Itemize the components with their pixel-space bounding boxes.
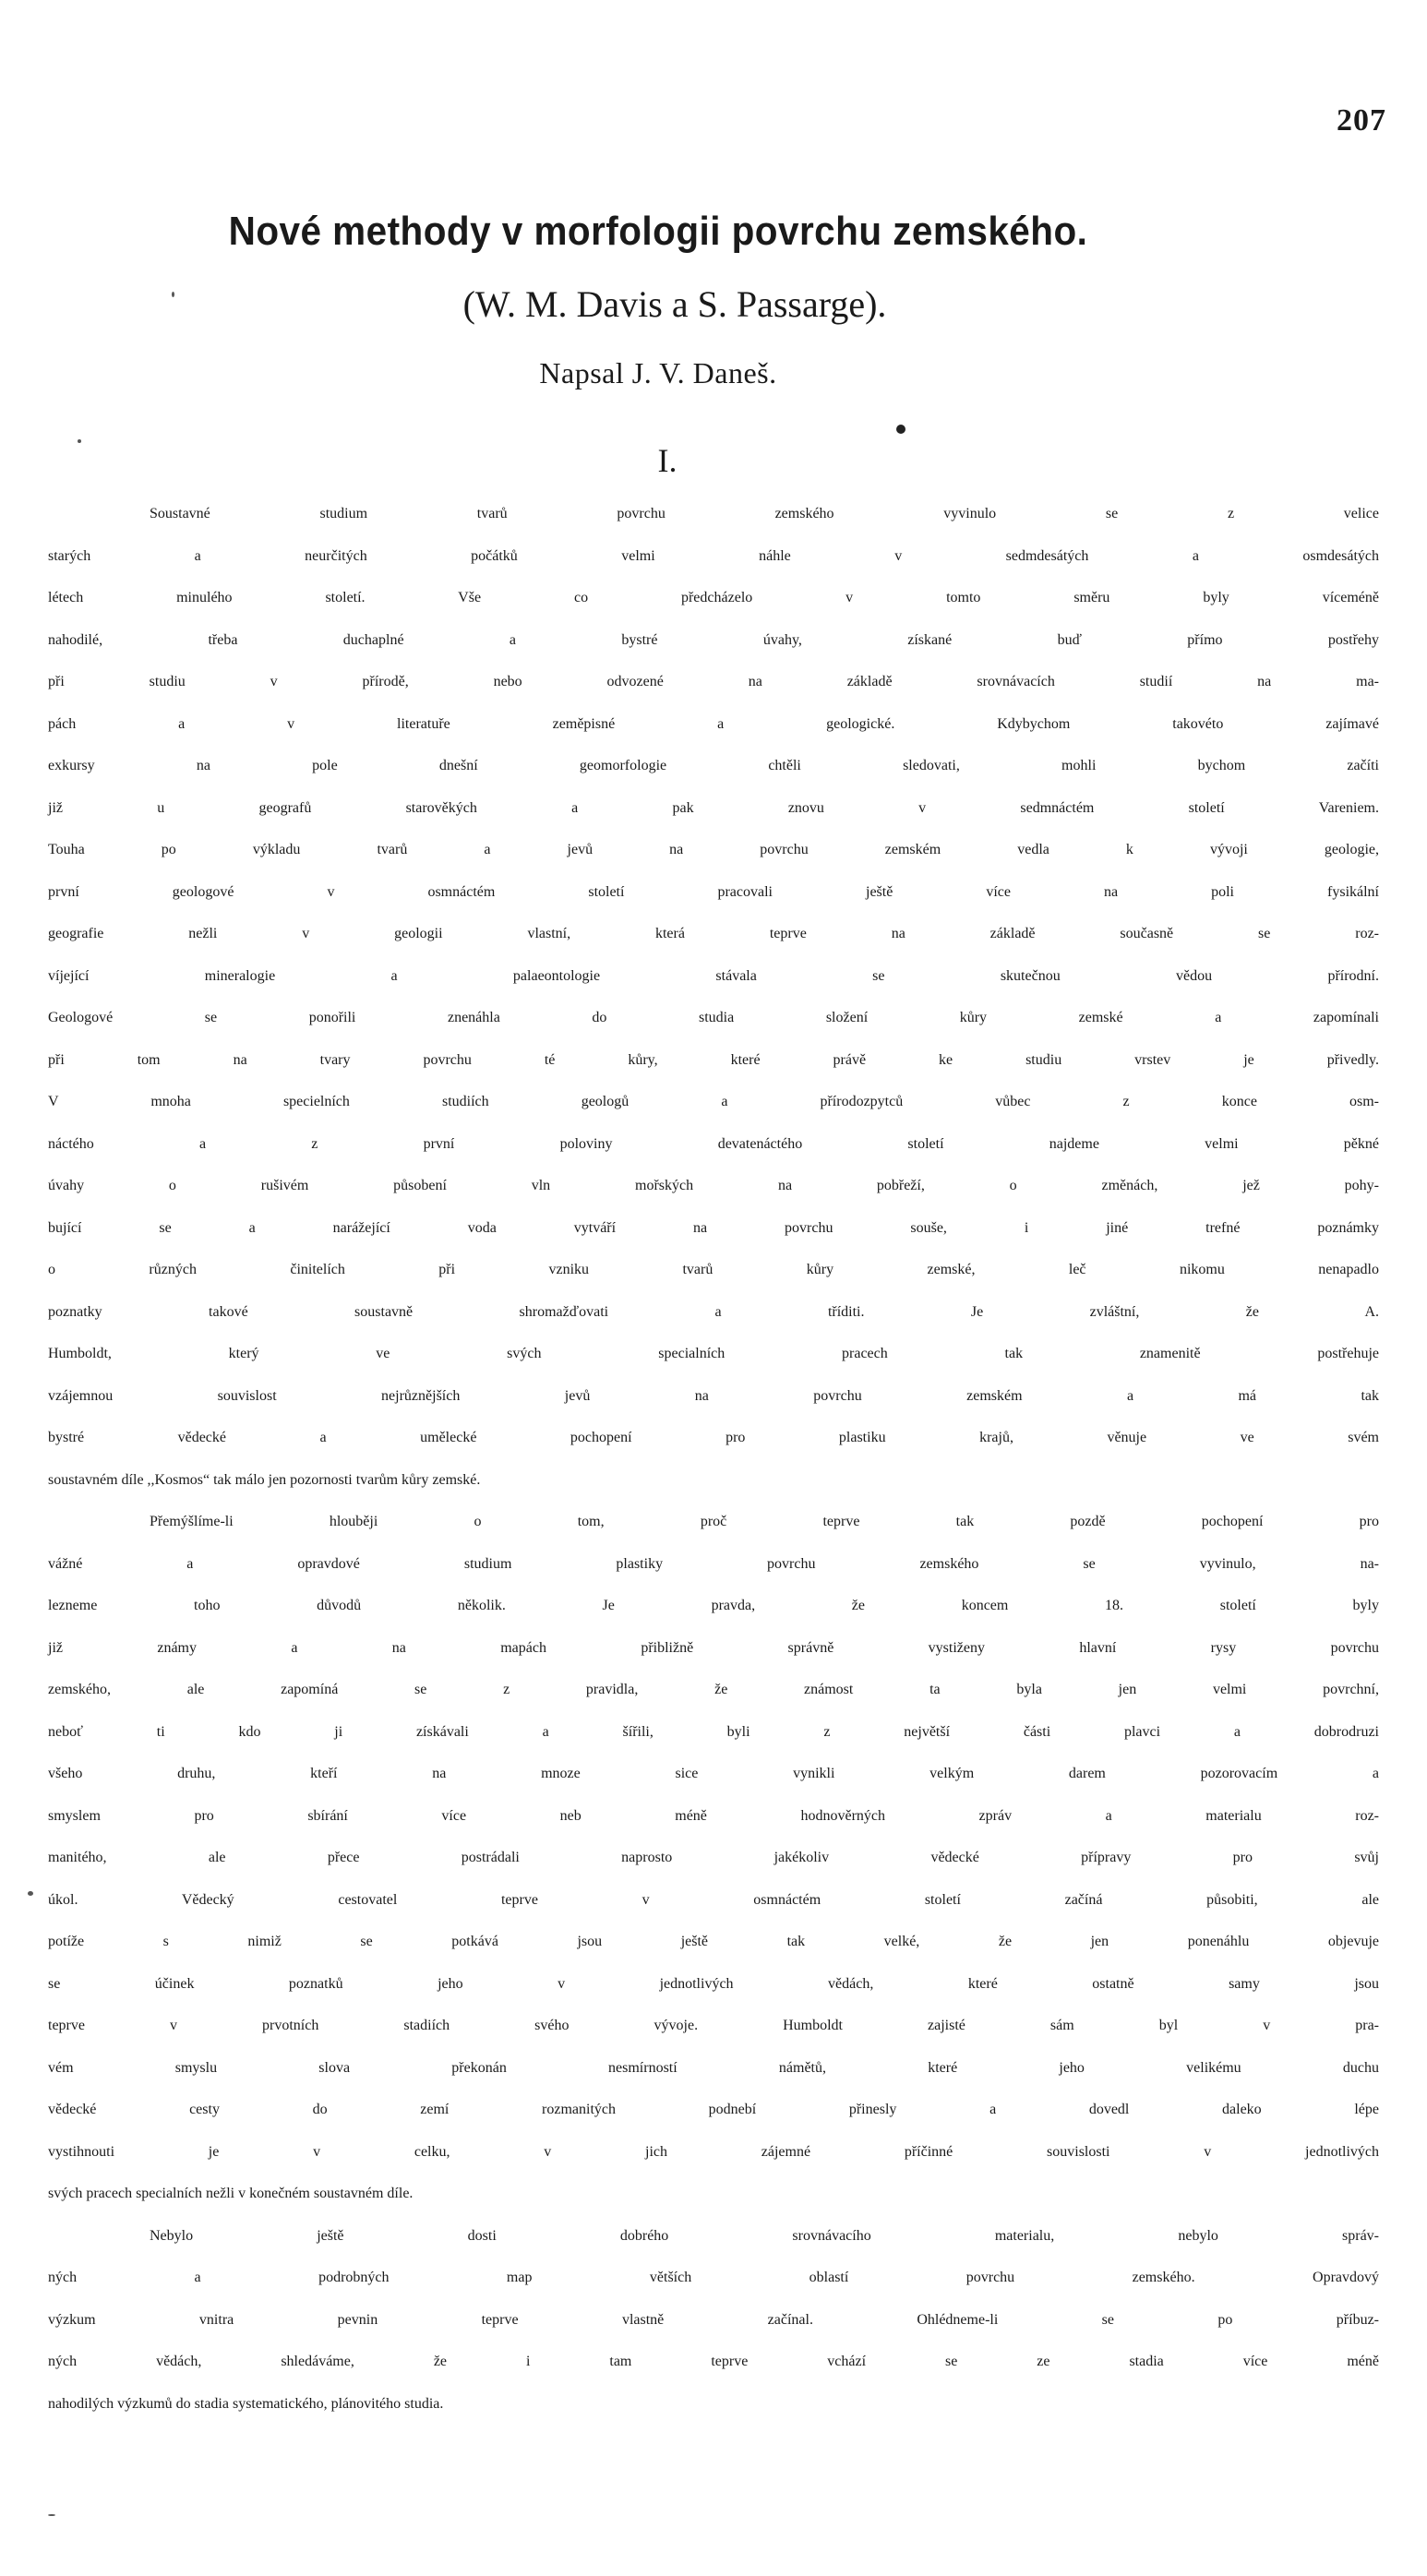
text-line: víjející mineralogie a palaeontologie stávala se skutečnou vědou přírodní. [48,967,1379,984]
ink-dot [896,425,905,434]
text-line: Přemýšlíme-li hlouběji o tom, proč teprve tak pozdě pochopení pro [150,1514,1379,1529]
text-line: potíže s nimiž se potkává jsou ještě tak velké, že jen ponenáhlu objevuje [48,1934,1379,1949]
text-line: létech minulého století. Vše co předcházelo v tomto směru byly víceméně [48,590,1379,605]
text-line: neboť ti kdo ji získávali a šířili, byli z největší části plavci a dobrodruzi [48,1723,1379,1740]
ink-speck [172,292,174,297]
text-line: nahodilé, třeba duchaplné a bystré úvahy, získané buď přímo postřehy [48,631,1379,648]
text-line: nahodilých výzkumů do stadia systematického, plánovitého studia. [48,2395,444,2412]
ink-speck [48,2514,55,2516]
text-line: soustavném díle ,,Kosmos“ tak málo jen pozornosti tvarům kůry zemské. [48,1471,481,1488]
text-line: svých pracech specialních nežli v konečném soustavném díle. [48,2186,414,2201]
ink-speck [28,1891,33,1896]
text-line: vystihnouti je v celku, v jich zájemné příčinné souvislosti v jednotlivých [48,2143,1379,2160]
section-heading: I. [657,442,678,479]
text-line: již známy a na mapách přibližně správně vystiženy hlavní rysy povrchu [48,1639,1379,1656]
text-line: Geologové se ponořili znenáhla do studia složení kůry zemské a zapomínali [48,1010,1379,1025]
text-line: smyslem pro sbírání více neb méně hodnověrných zpráv a materialu roz- [48,1807,1379,1824]
text-line: starých a neurčitých počátků velmi náhle v sedmdesátých a osmdesátých [48,547,1379,564]
text-line: geografie nežli v geologii vlastní, která teprve na základě současně se roz- [48,926,1379,941]
text-line: Humboldt, který ve svých specialních pracech tak znamenitě postřehuje [48,1346,1379,1361]
text-line: o různých činitelích při vzniku tvarů kůry zemské, leč nikomu nenapadlo [48,1262,1379,1277]
text-line: při studiu v přírodě, nebo odvozené na základě srovnávacích studií na ma- [48,674,1379,689]
text-line: při tom na tvary povrchu té kůry, které právě ke studiu vrstev je přivedly. [48,1051,1379,1068]
text-line: pách a v literatuře zeměpisné a geologické. Kdybychom takovéto zajímavé [48,715,1379,732]
text-line: Soustavné studium tvarů povrchu zemského vyvinulo se z velice [150,506,1379,521]
author-line: Napsal J. V. Daneš. [539,356,777,389]
text-line: úvahy o rušivém působení vln mořských na pobřeží, o změnách, jež pohy- [48,1178,1379,1193]
text-line: teprve v prvotních stadiích svého vývoje. Humboldt zajisté sám byl v pra- [48,2018,1379,2033]
text-line: ných a podrobných map větších oblastí povrchu zemského. Opravdový [48,2270,1379,2285]
text-line: vědecké cesty do zemí rozmanitých podnebí přinesly a dovedl daleko lépe [48,2102,1379,2117]
text-line: ných vědách, shledáváme, že i tam teprve vchází se ze stadia více méně [48,2354,1379,2369]
text-line: všeho druhu, kteří na mnoze sice vynikli velkým darem pozorovacím a [48,1766,1379,1781]
text-line: exkursy na pole dnešní geomorfologie chtěli sledovati, mohli bychom začíti [48,758,1379,773]
text-line: úkol. Vědecký cestovatel teprve v osmnáctém století začíná působiti, ale [48,1891,1379,1908]
text-line: náctého a z první poloviny devatenáctého století najdeme velmi pěkné [48,1135,1379,1152]
article-subtitle: (W. M. Davis a S. Passarge). [462,283,887,325]
text-line: Nebylo ještě dosti dobrého srovnávacího materialu, nebylo správ- [150,2227,1379,2244]
text-line: vzájemnou souvislost nejrůznějších jevů na povrchu zemském a má tak [48,1387,1379,1404]
body-text [48,506,1379,2438]
text-line: již u geografů starověkých a pak znovu v sedmnáctém století Vareniem. [48,799,1379,816]
article-title: Nové methody v morfologii povrchu zemského. [228,209,1088,254]
text-line: zemského, ale zapomíná se z pravidla, že známost ta byla jen velmi povrchní, [48,1682,1379,1697]
page-number: 207 [1337,103,1386,138]
ink-speck [78,439,81,443]
text-line: manitého, ale přece postrádali naprosto jakékoliv vědecké přípravy pro svůj [48,1850,1379,1865]
text-line: poznatky takové soustavně shromažďovati a tříditi. Je zvláštní, že A. [48,1303,1379,1320]
text-line: se účinek poznatků jeho v jednotlivých vědách, které ostatně samy jsou [48,1975,1379,1992]
text-line: Touha po výkladu tvarů a jevů na povrchu zemském vedla k vývoji geologie, [48,842,1379,857]
text-line: první geologové v osmnáctém století pracovali ještě více na poli fysikální [48,883,1379,900]
text-line: bující se a narážející voda vytváří na povrchu souše, i jiné trefné poznámky [48,1219,1379,1236]
text-line: výzkum vnitra pevnin teprve vlastně začínal. Ohlédneme-li se po příbuz- [48,2311,1379,2328]
text-line: bystré vědecké a umělecké pochopení pro plastiku krajů, věnuje ve svém [48,1430,1379,1445]
text-line: vém smyslu slova překonán nesmírností námětů, které jeho velikému duchu [48,2059,1379,2076]
text-line: V mnoha specielních studiích geologů a přírodozpytců vůbec z konce osm- [48,1094,1379,1109]
text-line: vážné a opravdové studium plastiky povrchu zemského se vyvinulo, na- [48,1555,1379,1572]
text-line: lezneme toho důvodů několik. Je pravda, že koncem 18. století byly [48,1598,1379,1613]
